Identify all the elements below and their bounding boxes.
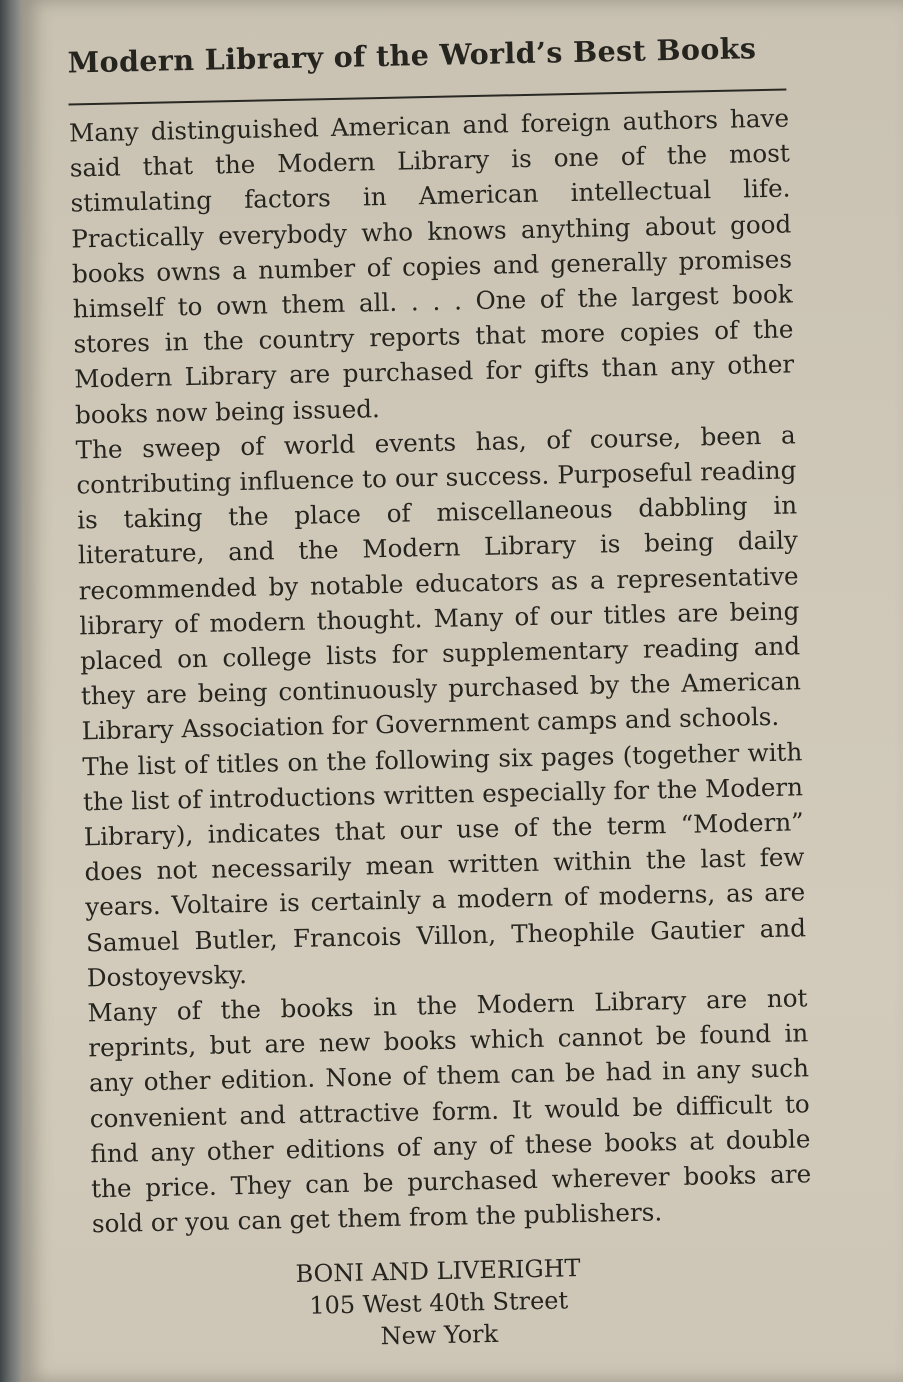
paragraph-world-events: The sweep of world events has, of course, been a contributing influence to our success. Purposeful reading is taking the place of miscellaneous dabbling in literature, and the Modern Library is being daily recommended by notable educators as a representative library of modern thought. Many of our titles are being placed on college lists for supplementary reading and they are being continuously purchased by the American Library Association for Government camps and schools. bbox=[75, 420, 802, 746]
paragraph-new-books: Many of the books in the Modern Library are not reprints, but are new books which cannot be found in any other edition. None of them can be had in any such convenient and attractive form. It would be difficult to find any other editions of any of these books at double the price. They can be purchased wherever books are sold or you can get them from the publishers. bbox=[87, 983, 812, 1239]
paragraph-title-list: The list of titles on the following six pages (together with the list of introductions written especially for the Modern Library), indicates that our use of the term “Modern” does not necessarily mean written within the last few years. Voltaire is certainly a modern of moderns, as are Samuel Butler, Francois Villon, Theophile Gautier and Dostoyevsky. bbox=[82, 736, 807, 993]
body-text bbox=[69, 100, 812, 1241]
book-page bbox=[22, 0, 903, 1382]
publisher-street: 105 West 40th Street bbox=[309, 1285, 569, 1320]
page-heading: Modern Library of the World’s Best Books bbox=[67, 31, 757, 80]
publisher-name: BONI AND LIVERIGHT bbox=[295, 1253, 581, 1288]
page-content bbox=[67, 28, 814, 1357]
publisher-city: New York bbox=[380, 1319, 499, 1350]
paragraph-intro: Many distinguished American and foreign authors have said that the Modern Library is one of the most stimulating factors in American intellectual life. Practically everybody who knows anything about good books owns a number of copies and generally promises himself to own them all. . . . One of the largest book stores in the country reports that more copies of the Modern Library are purchased for gifts than any other books now being issued. bbox=[68, 103, 795, 430]
publisher-imprint bbox=[93, 1247, 815, 1358]
